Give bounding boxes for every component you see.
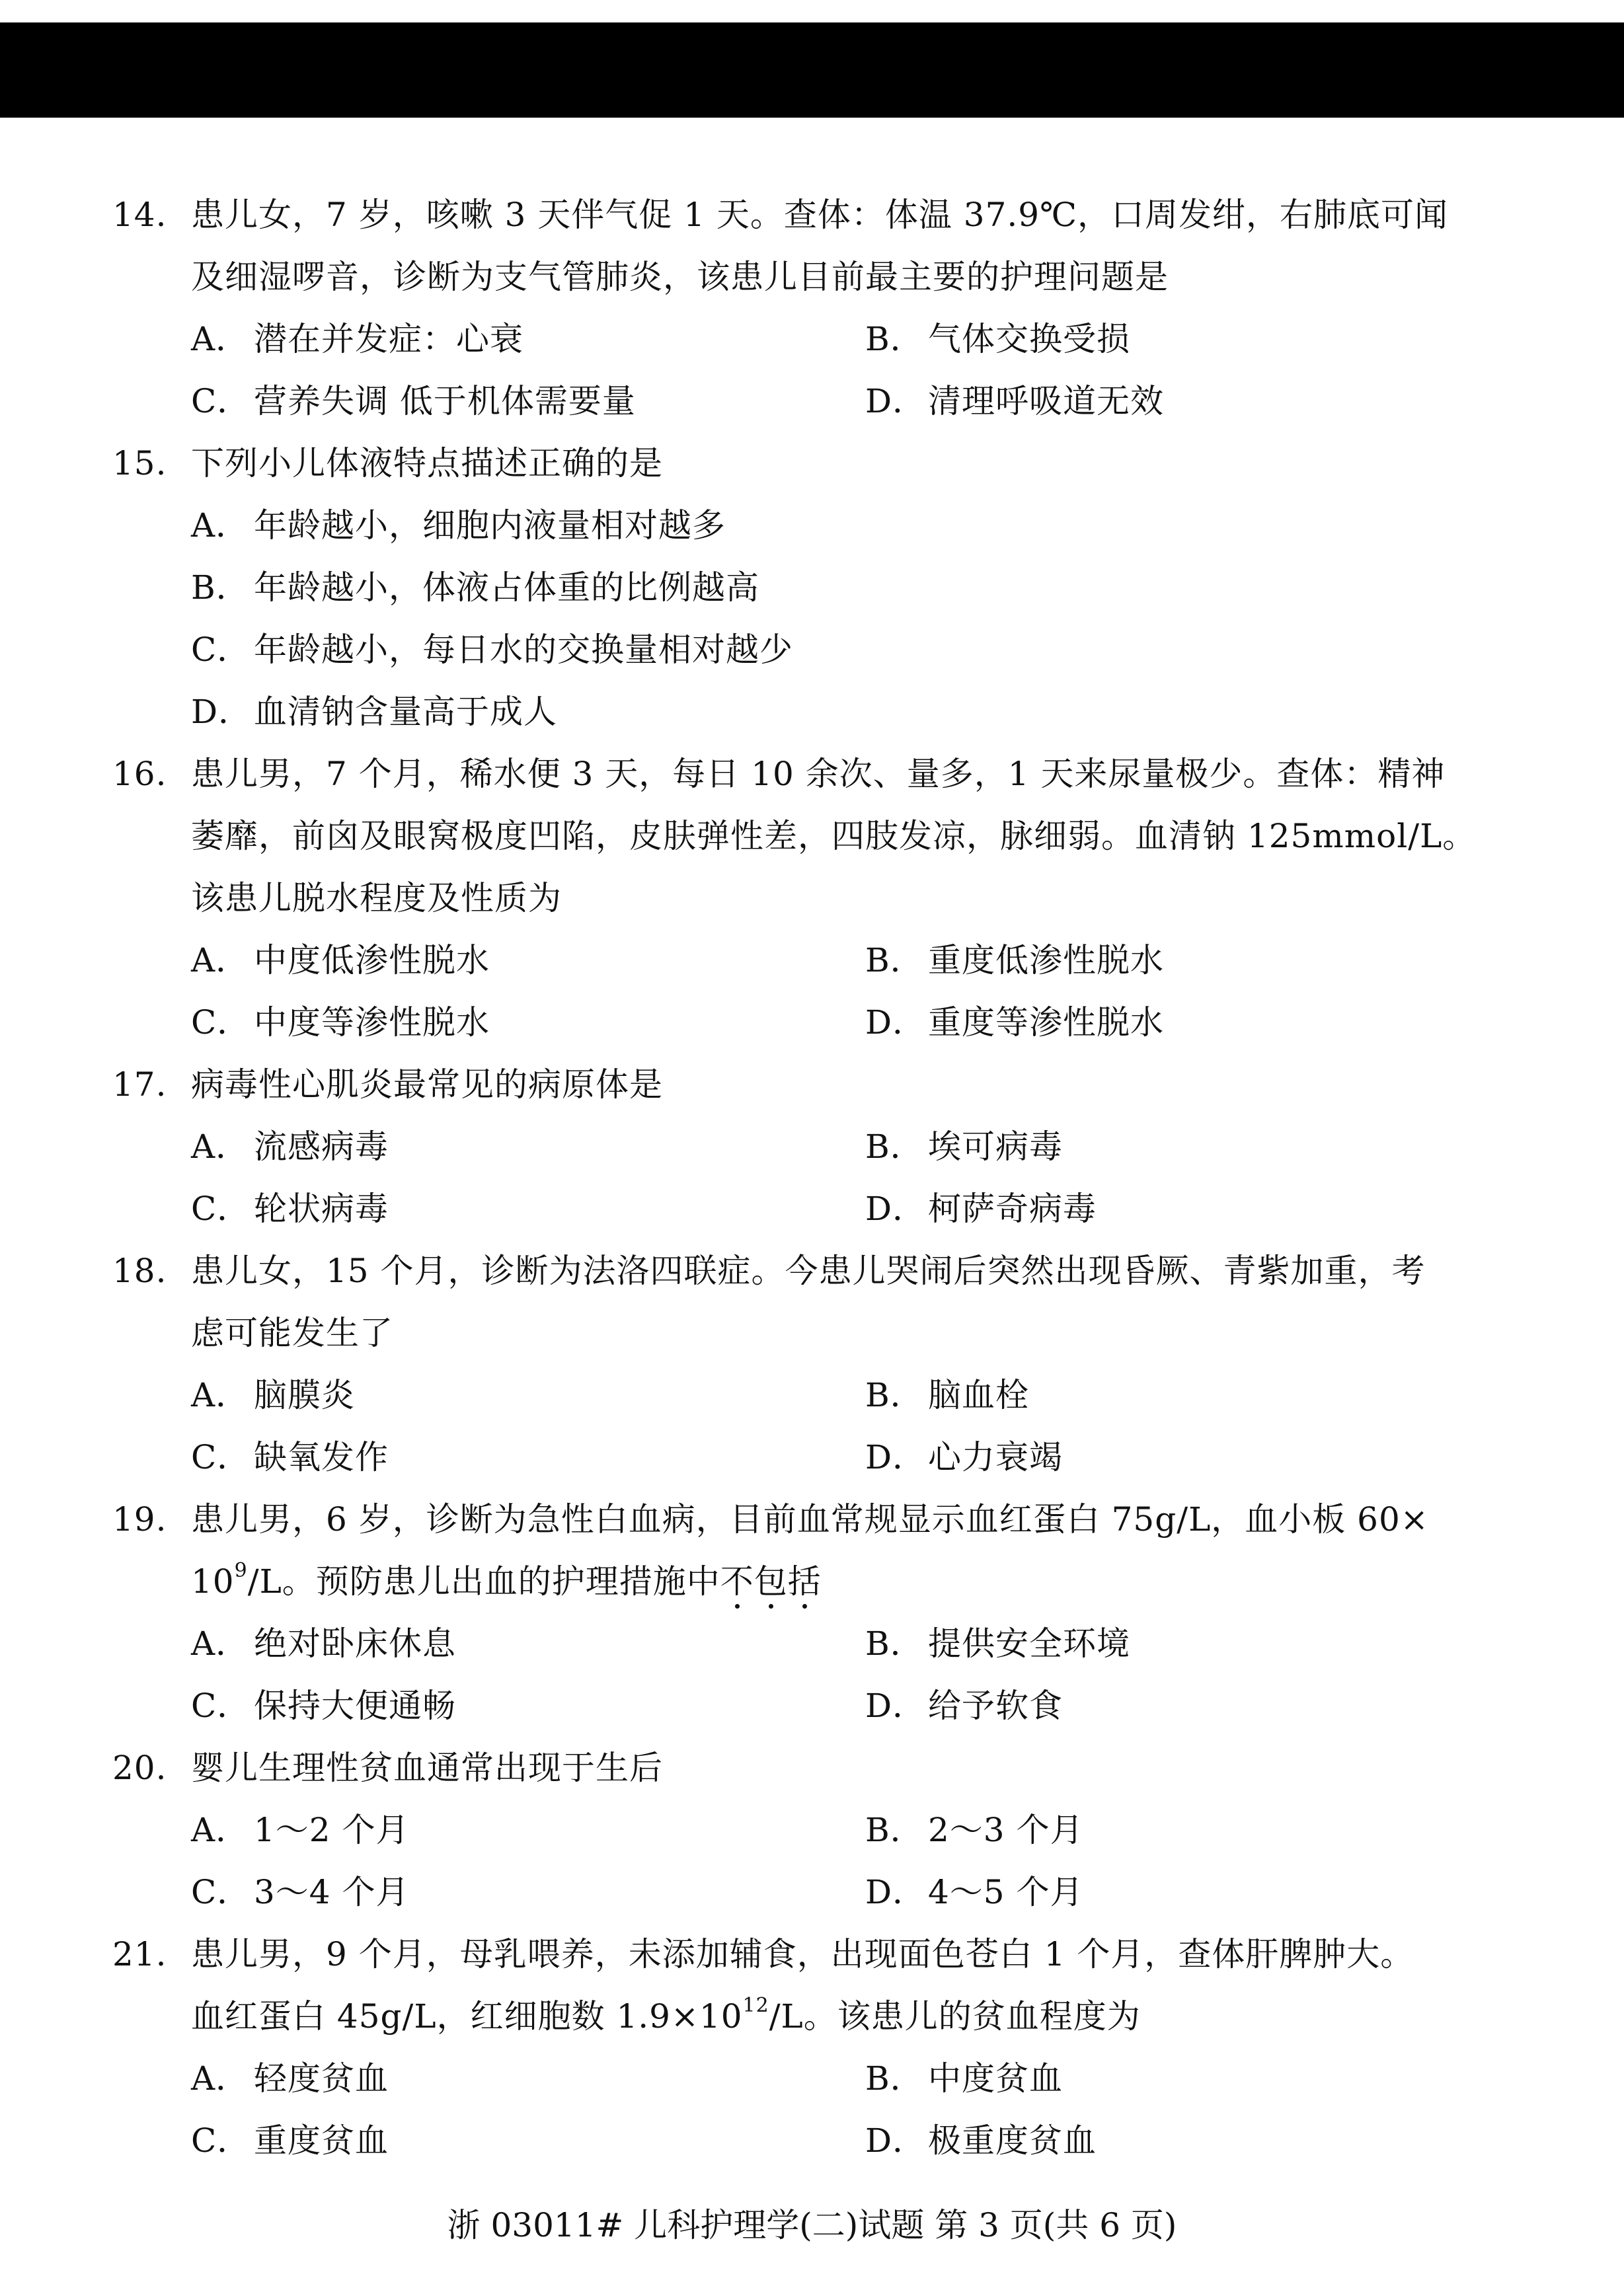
question-stem-text: 患儿男，6 岁，诊断为急性白血病，目前血常规显示血红蛋白 75g/L，血小板 60× [191,1500,1429,1539]
question-number: 14. [112,196,167,234]
question-20-stem-line-1 [112,1737,663,1799]
question-19-stem-line-1 [112,1488,1429,1550]
option-text: 血清钠含量高于成人 [254,693,557,731]
question-19-option-b[interactable] [865,1613,1130,1675]
option-text: 重度贫血 [254,2121,389,2160]
superscript-exponent: 9 [234,1559,248,1583]
option-text: 缺氧发作 [254,1438,389,1476]
question-19-option-d[interactable] [865,1675,1063,1737]
option-letter: C． [191,1438,251,1476]
option-text: 中度等渗性脱水 [254,1003,490,1042]
option-letter: A． [191,320,250,358]
question-number: 20. [112,1749,167,1787]
option-letter: C． [191,1873,251,1911]
question-17-option-d[interactable] [865,1178,1097,1240]
option-text: 中度低渗性脱水 [254,941,490,979]
stem-text: 10 [191,1562,235,1601]
option-letter: A． [191,2059,250,2098]
option-letter: B． [191,568,250,607]
question-stem-text: 患儿男，7 个月，稀水便 3 天，每日 10 余次、量多，1 天来尿量极少。查体：精神 [191,755,1446,793]
option-letter: A． [191,1811,250,1849]
option-letter: A． [191,941,250,979]
question-18-option-d[interactable] [865,1426,1063,1488]
option-letter: B． [865,1127,924,1166]
question-stem-text: 患儿女，7 岁，咳嗽 3 天伴气促 1 天。查体：体温 37.9℃，口周发绀，右肺底可闻 [191,196,1449,234]
option-letter: D． [865,1687,927,1725]
option-letter: D． [865,1003,927,1042]
question-17-option-b[interactable] [865,1116,1063,1178]
stem-text: /L。该患儿的贫血程度为 [769,1997,1141,2036]
option-text: 年龄越小，每日水的交换量相对越少 [254,630,793,669]
question-stem-text: 患儿女，15 个月，诊断为法洛四联症。今患儿哭闹后突然出现昏厥、青紫加重，考 [191,1252,1426,1290]
question-15-option-b[interactable] [191,556,759,619]
option-letter: B． [865,1811,924,1849]
option-letter: C． [191,630,251,669]
question-18-stem-line-2: 虑可能发生了 [191,1314,393,1352]
question-18-option-b[interactable] [865,1364,1029,1426]
question-15-stem-line-1 [112,432,663,494]
question-19-option-c[interactable] [191,1675,456,1737]
question-21-option-c[interactable] [191,2110,389,2172]
question-number: 16. [112,755,167,793]
question-17-option-c[interactable] [191,1178,389,1240]
option-text: 给予软食 [928,1687,1063,1725]
question-20-option-b[interactable] [865,1799,1084,1861]
emphasis-dot-char: 括 [788,1550,822,1613]
question-number: 19. [112,1500,167,1539]
option-text: 2～3 个月 [928,1811,1084,1849]
option-text: 柯萨奇病毒 [928,1190,1097,1228]
emphasis-dot-char: 包 [754,1550,788,1613]
question-18-option-a[interactable] [191,1364,355,1426]
question-21-option-d[interactable] [865,2110,1097,2172]
question-14-option-d[interactable] [865,370,1164,432]
question-14-option-b[interactable] [865,308,1130,370]
question-20-option-c[interactable] [191,1861,410,1923]
option-letter: C． [191,382,251,420]
question-21-option-b[interactable] [865,2047,1063,2110]
question-16-stem-line-1 [112,743,1445,805]
option-letter: A． [191,506,250,545]
option-text: 轻度贫血 [254,2059,389,2098]
option-text: 年龄越小，细胞内液量相对越多 [254,506,726,545]
question-15-option-a[interactable] [191,494,726,556]
question-16-stem-line-2: 萎靡，前囟及眼窝极度凹陷，皮肤弹性差，四肢发凉，脉细弱。血清钠 125mmol/L。 [191,817,1477,855]
option-text: 轮状病毒 [254,1190,389,1228]
question-16-stem-line-3: 该患儿脱水程度及性质为 [191,879,562,917]
option-text: 极重度贫血 [928,2121,1097,2160]
option-text: 重度低渗性脱水 [928,941,1164,979]
option-text: 营养失调 低于机体需要量 [254,382,636,420]
option-letter: D． [191,693,252,731]
question-number: 17. [112,1065,167,1104]
option-letter: A． [191,1624,250,1663]
option-letter: C． [191,2121,251,2160]
option-text: 心力衰竭 [928,1438,1063,1476]
question-stem-text: 病毒性心肌炎最常见的病原体是 [191,1065,663,1104]
option-text: 绝对卧床休息 [254,1624,456,1663]
question-number: 15. [112,444,167,482]
question-stem-text: 患儿男，9 个月，母乳喂养，未添加辅食，出现面色苍白 1 个月，查体肝脾肿大。 [191,1935,1414,1973]
stem-text: /L。预防患儿出血的护理措施中 [247,1562,720,1601]
option-text: 气体交换受损 [928,320,1130,358]
question-19-option-a[interactable] [191,1613,456,1675]
question-16-option-c[interactable] [191,991,490,1053]
option-letter: C． [191,1687,251,1725]
question-19-stem-line-2 [191,1550,822,1613]
option-text: 提供安全环境 [928,1624,1130,1663]
option-text: 流感病毒 [254,1127,389,1166]
option-text: 4～5 个月 [928,1873,1084,1911]
question-15-option-d[interactable] [191,681,557,743]
option-text: 脑膜炎 [254,1376,355,1414]
option-text: 保持大便通畅 [254,1687,456,1725]
question-21-stem-line-1 [112,1923,1414,1985]
top-black-bar [0,22,1624,118]
option-letter: B． [865,1376,924,1414]
option-letter: D． [865,1190,927,1228]
question-17-stem-line-1 [112,1053,663,1116]
option-letter: C． [191,1190,251,1228]
option-letter: B． [865,941,924,979]
question-14-option-a[interactable] [191,308,523,370]
option-text: 清理呼吸道无效 [928,382,1164,420]
option-letter: B． [865,2059,924,2098]
question-20-option-a[interactable] [191,1799,410,1861]
option-letter: D． [865,1438,927,1476]
option-text: 埃可病毒 [928,1127,1063,1166]
option-letter: A． [191,1127,250,1166]
question-14-stem-line-1 [112,184,1448,246]
emphasized-text-not-include [720,1562,822,1601]
question-18-option-c[interactable] [191,1426,389,1488]
question-15-option-c[interactable] [191,619,793,681]
question-number: 21. [112,1935,167,1973]
option-text: 年龄越小，体液占体重的比例越高 [254,568,759,607]
option-letter: D． [865,382,927,420]
question-16-option-a[interactable] [191,929,490,991]
question-18-stem-line-1 [112,1240,1426,1302]
option-text: 3～4 个月 [254,1873,410,1911]
question-20-option-d[interactable] [865,1861,1084,1923]
question-number: 18. [112,1252,167,1290]
option-text: 重度等渗性脱水 [928,1003,1164,1042]
option-letter: B． [865,1624,924,1663]
page-footer: 浙 03011# 儿科护理学(二)试题 第 3 页(共 6 页) [447,2206,1177,2244]
question-16-option-b[interactable] [865,929,1164,991]
superscript-exponent: 12 [742,1994,769,2018]
question-17-option-a[interactable] [191,1116,389,1178]
question-stem-text: 婴儿生理性贫血通常出现于生后 [191,1749,663,1787]
option-letter: B． [865,320,924,358]
question-21-stem-line-2 [191,1985,1141,2047]
option-letter: A． [191,1376,250,1414]
option-letter: C． [191,1003,251,1042]
stem-text: 血红蛋白 45g/L，红细胞数 1.9×10 [191,1997,743,2036]
option-letter: D． [865,2121,927,2160]
question-stem-text: 下列小儿体液特点描述正确的是 [191,444,663,482]
question-14-option-c[interactable] [191,370,636,432]
option-letter: D． [865,1873,927,1911]
emphasis-dot-char: 不 [720,1550,754,1613]
option-text: 脑血栓 [928,1376,1029,1414]
question-21-option-a[interactable] [191,2047,389,2110]
option-text: 潜在并发症：心衰 [254,320,523,358]
question-14-stem-line-2: 及细湿啰音，诊断为支气管肺炎，该患儿目前最主要的护理问题是 [191,258,1169,296]
option-text: 中度贫血 [928,2059,1063,2098]
option-text: 1～2 个月 [254,1811,410,1849]
question-16-option-d[interactable] [865,991,1164,1053]
